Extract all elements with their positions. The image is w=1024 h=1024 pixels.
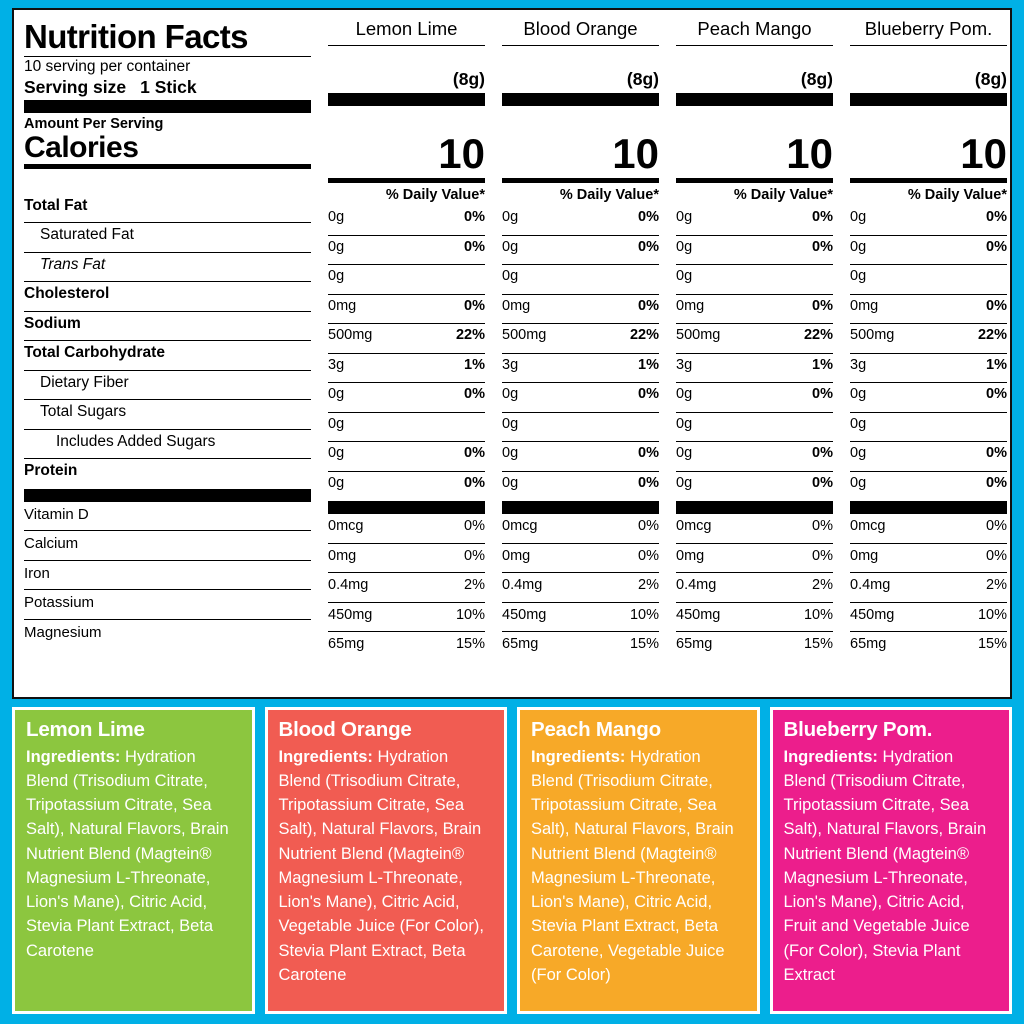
nutrient-amount: 0g (328, 238, 345, 255)
vitamin-daily-value: 0% (638, 547, 659, 564)
ingredient-cards (12, 707, 1012, 1014)
vitamin-label-row (24, 502, 311, 532)
nutrient-daily-value: 0% (464, 209, 485, 226)
flavor-calories-value: 10 (960, 130, 1007, 177)
nutrient-amount: 500mg (676, 327, 721, 344)
nutrient-daily-value: 0% (638, 445, 659, 462)
nutrient-name: Saturated Fat (40, 226, 134, 244)
serving-size (24, 77, 311, 100)
serving-size-label: Serving size (24, 77, 127, 98)
vitamin-daily-value: 15% (455, 636, 485, 653)
nutrient-amount: 0g (328, 445, 345, 462)
nutrient-daily-value: 1% (812, 356, 833, 373)
nutrient-daily-value: 0% (638, 238, 659, 255)
flavor-columns (317, 18, 1013, 691)
nutrient-daily-value: 0% (464, 445, 485, 462)
vitamin-label-row (24, 620, 311, 650)
vitamin-value-row (502, 573, 659, 603)
vitamin-daily-value: 0% (812, 518, 833, 535)
nutrient-label-row (24, 341, 311, 371)
nutrient-amount: 0g (328, 386, 345, 403)
vitamin-daily-value: 0% (986, 547, 1007, 564)
nutrient-name: Dietary Fiber (40, 373, 129, 391)
nutrient-amount: 0g (850, 238, 867, 255)
vitamin-daily-value: 15% (977, 636, 1007, 653)
vitamin-value-row (850, 573, 1007, 603)
vitamin-amount: 450mg (850, 606, 895, 623)
nutrient-amount: 0g (328, 474, 345, 491)
vitamin-amount: 0.4mg (850, 577, 891, 594)
vitamin-amount: 0.4mg (676, 577, 717, 594)
nutrient-amount: 500mg (502, 327, 547, 344)
daily-value-header: % Daily Value* (559, 187, 659, 204)
nutrient-amount: 0g (676, 445, 693, 462)
ingredient-card-text (531, 745, 746, 988)
nutrient-daily-value: 1% (986, 356, 1007, 373)
nutrient-amount: 0g (850, 474, 867, 491)
ingredients-list: Hydration Blend (Trisodium Citrate, Tripotassium Citrate, Sea Salt), Natural Flavors, Brain Nutrient Blend (Magtein® Magnesium L-Threonate, Lion's Mane), Citric Acid, Stevia Plant Extract, Beta Carotene, Vegetable Juice (For Color) (531, 747, 734, 984)
nutrient-daily-value: 0% (986, 445, 1007, 462)
vitamin-daily-value: 2% (986, 577, 1007, 594)
nutrient-value-row (676, 442, 833, 472)
vitamin-amount: 65mg (676, 636, 713, 653)
nutrient-daily-value: 0% (638, 386, 659, 403)
ingredients-lead-label: Ingredients: (531, 747, 626, 766)
nutrient-daily-value: 0% (638, 297, 659, 314)
flavor-column (665, 18, 839, 691)
vitamin-value-row (676, 544, 833, 574)
vitamin-daily-value: 0% (638, 518, 659, 535)
ingredient-card (517, 707, 760, 1014)
nutrient-amount: 0g (676, 209, 693, 226)
nutrient-daily-value: 0% (986, 297, 1007, 314)
flavor-serving-size: (8g) (626, 69, 659, 89)
flavor-column-header: Lemon Lime (355, 18, 458, 39)
ingredient-card (265, 707, 508, 1014)
nutrient-name: Trans Fat (40, 255, 106, 273)
nutrient-value-row (328, 383, 485, 413)
servings-per-container: 10 serving per container (24, 57, 191, 75)
flavor-column (317, 18, 491, 691)
nutrient-daily-value: 0% (464, 238, 485, 255)
vitamin-daily-value: 2% (464, 577, 485, 594)
nutrient-daily-value: 22% (629, 327, 659, 344)
nutrient-label-rows (24, 194, 311, 489)
ingredient-card (12, 707, 255, 1014)
nutrient-value-row (676, 413, 833, 443)
nutrient-daily-value: 0% (812, 445, 833, 462)
vitamin-name: Calcium (24, 535, 79, 553)
nutrient-amount: 3g (502, 356, 519, 373)
nutrient-value-row (502, 354, 659, 384)
vitamin-amount: 0mg (502, 547, 531, 564)
nutrient-value-row (850, 442, 1007, 472)
vitamin-daily-value: 2% (812, 577, 833, 594)
nutrient-amount: 0g (850, 209, 867, 226)
nutrient-value-row (502, 295, 659, 325)
nutrient-value-row (850, 265, 1007, 295)
nutrient-daily-value: 0% (464, 297, 485, 314)
nutrient-amount: 0g (502, 238, 519, 255)
vitamin-name: Iron (24, 564, 50, 582)
vitamin-label-rows (24, 502, 311, 650)
nutrient-value-row (502, 472, 659, 502)
amount-per-serving-label: Amount Per Serving (24, 116, 164, 133)
vitamin-label-row (24, 590, 311, 620)
nutrient-value-row (502, 236, 659, 266)
vitamin-daily-value: 0% (464, 518, 485, 535)
ingredient-card-title: Lemon Lime (26, 717, 145, 741)
nutrient-amount: 0g (676, 415, 693, 432)
nutrient-value-row (328, 413, 485, 443)
vitamin-value-row (676, 573, 833, 603)
vitamin-amount: 0mg (676, 547, 705, 564)
ingredient-card-text (784, 745, 999, 988)
nutrient-daily-value: 0% (812, 386, 833, 403)
daily-value-header: % Daily Value* (733, 187, 833, 204)
vitamin-daily-value: 2% (638, 577, 659, 594)
vitamin-value-row (502, 632, 659, 662)
vitamin-daily-value: 0% (986, 518, 1007, 535)
nutrient-amount: 0g (502, 268, 519, 285)
nutrient-amount: 0g (850, 415, 867, 432)
nutrition-facts-panel (12, 8, 1012, 699)
vitamin-amount: 0.4mg (502, 577, 543, 594)
nutrient-amount: 0mg (328, 297, 357, 314)
nutrient-amount: 0mg (850, 297, 879, 314)
vitamin-daily-value: 10% (803, 606, 833, 623)
page-title: Nutrition Facts (24, 18, 248, 55)
nutrient-name: Includes Added Sugars (56, 432, 216, 450)
flavor-calories-value: 10 (438, 130, 485, 177)
nutrient-amount: 3g (328, 356, 345, 373)
vitamin-amount: 0mcg (328, 518, 364, 535)
nutrient-daily-value: 0% (812, 297, 833, 314)
nutrient-value-row (502, 413, 659, 443)
vitamin-value-row (502, 514, 659, 544)
nutrient-daily-value: 1% (464, 356, 485, 373)
vitamin-daily-value: 0% (464, 547, 485, 564)
ingredients-lead-label: Ingredients: (783, 747, 878, 766)
nutrient-daily-value: 22% (977, 327, 1007, 344)
vitamin-amount: 0.4mg (328, 577, 369, 594)
nutrient-value-row (676, 472, 833, 502)
nutrient-daily-value: 0% (986, 386, 1007, 403)
nutrient-value-row (328, 472, 485, 502)
ingredients-list: Hydration Blend (Trisodium Citrate, Tripotassium Citrate, Sea Salt), Natural Flavors, Brain Nutrient Blend (Magtein® Magnesium L-Threonate, Lion's Mane), Citric Acid, Stevia Plant Extract, Beta Carotene (26, 747, 229, 960)
nutrient-value-row (502, 324, 659, 354)
vitamin-daily-value: 0% (812, 547, 833, 564)
nutrient-amount: 0g (502, 415, 519, 432)
nutrient-amount: 0mg (676, 297, 705, 314)
nutrient-amount: 0g (850, 268, 867, 285)
vitamin-amount: 0mcg (676, 518, 712, 535)
nutrient-value-row (850, 324, 1007, 354)
ingredients-lead-label: Ingredients: (26, 747, 121, 766)
flavor-column-header: Blood Orange (523, 18, 638, 39)
vitamin-amount: 65mg (502, 636, 539, 653)
nutrient-value-row (328, 265, 485, 295)
nutrient-amount: 500mg (850, 327, 895, 344)
vitamin-label-row (24, 531, 311, 561)
nutrient-value-row (328, 324, 485, 354)
nutrient-amount: 0g (328, 415, 345, 432)
nutrient-daily-value: 0% (986, 238, 1007, 255)
nutrient-amount: 0g (676, 386, 693, 403)
vitamin-name: Vitamin D (24, 505, 89, 523)
vitamin-value-row (850, 632, 1007, 662)
nutrient-daily-value: 22% (455, 327, 485, 344)
nutrient-amount: 0g (676, 474, 693, 491)
serving-size-value: 1 Stick (140, 77, 197, 98)
nutrient-label-row (24, 282, 311, 312)
vitamin-value-row (328, 603, 485, 633)
nutrient-amount: 0g (502, 445, 519, 462)
nutrient-value-row (502, 383, 659, 413)
daily-value-header: % Daily Value* (385, 187, 485, 204)
nutrient-value-row (676, 354, 833, 384)
vitamin-name: Potassium (24, 594, 95, 612)
nutrient-value-row (676, 383, 833, 413)
vitamin-amount: 65mg (850, 636, 887, 653)
nutrient-daily-value: 0% (812, 209, 833, 226)
vitamin-amount: 0mcg (850, 518, 886, 535)
nutrient-amount: 0g (676, 268, 693, 285)
vitamin-value-row (850, 514, 1007, 544)
nutrient-name: Sodium (24, 314, 81, 332)
nutrient-daily-value: 0% (986, 474, 1007, 491)
calories-label: Calories (24, 131, 139, 165)
nutrient-value-row (676, 206, 833, 236)
vitamin-daily-value: 15% (803, 636, 833, 653)
nutrient-label-row (24, 312, 311, 342)
nutrient-label-row (24, 223, 311, 253)
ingredients-list: Hydration Blend (Trisodium Citrate, Tripotassium Citrate, Sea Salt), Natural Flavors, Brain Nutrient Blend (Magtein® Magnesium L-Threonate, Lion's Mane), Citric Acid, Vegetable Juice (For Color), Stevia Plant Extract, Beta Carotene (278, 747, 484, 984)
nutrient-value-row (328, 295, 485, 325)
nutrient-value-row (850, 236, 1007, 266)
nutrient-daily-value: 0% (812, 238, 833, 255)
vitamin-value-row (676, 514, 833, 544)
vitamin-name: Magnesium (24, 623, 102, 641)
nutrient-amount: 3g (850, 356, 867, 373)
nutrient-value-row (850, 472, 1007, 502)
nutrient-daily-value: 0% (464, 474, 485, 491)
vitamin-amount: 0mg (328, 547, 357, 564)
vitamin-label-row (24, 561, 311, 591)
ingredient-card-text (279, 745, 494, 988)
nutrient-name: Protein (24, 462, 78, 480)
nutrient-amount: 0g (502, 474, 519, 491)
flavor-column-header: Blueberry Pom. (864, 18, 993, 39)
vitamin-value-row (328, 573, 485, 603)
nutrient-value-row (502, 206, 659, 236)
nutrient-value-row (850, 383, 1007, 413)
nutrient-name: Total Sugars (40, 403, 127, 421)
flavor-serving-size: (8g) (974, 69, 1007, 89)
nutrient-value-row (850, 413, 1007, 443)
nutrient-name: Total Carbohydrate (24, 344, 165, 362)
ingredient-card-title: Peach Mango (531, 717, 661, 741)
nutrient-daily-value: 0% (464, 386, 485, 403)
nutrient-label-row (24, 194, 311, 224)
vitamin-amount: 450mg (676, 606, 721, 623)
flavor-serving-size: (8g) (800, 69, 833, 89)
vitamin-value-row (676, 603, 833, 633)
nutrient-amount: 500mg (328, 327, 373, 344)
vitamin-daily-value: 15% (629, 636, 659, 653)
nutrient-value-row (676, 265, 833, 295)
nutrient-value-row (328, 236, 485, 266)
nutrient-label-row (24, 371, 311, 401)
nutrient-value-row (676, 236, 833, 266)
nutrient-amount: 0g (502, 386, 519, 403)
vitamin-daily-value: 10% (977, 606, 1007, 623)
nutrient-value-row (328, 206, 485, 236)
nutrient-amount: 0mg (502, 297, 531, 314)
vitamin-daily-value: 10% (455, 606, 485, 623)
vitamin-value-row (850, 603, 1007, 633)
daily-value-header: % Daily Value* (907, 187, 1007, 204)
ingredient-card-title: Blueberry Pom. (783, 717, 933, 741)
nutrient-daily-value: 0% (638, 209, 659, 226)
ingredient-card-title: Blood Orange (278, 717, 412, 741)
vitamin-value-row (850, 544, 1007, 574)
nutrient-amount: 0g (328, 209, 345, 226)
nutrient-value-row (328, 354, 485, 384)
vitamin-value-row (502, 603, 659, 633)
nutrient-label-row (24, 430, 311, 460)
nutrient-amount: 0g (502, 209, 519, 226)
flavor-serving-size: (8g) (452, 69, 485, 89)
vitamin-amount: 450mg (502, 606, 547, 623)
ingredients-list: Hydration Blend (Trisodium Citrate, Tripotassium Citrate, Sea Salt), Natural Flavors, Brain Nutrient Blend (Magtein® Magnesium L-Threonate, Lion's Mane), Citric Acid, Fruit and Vegetable Juice (For Color), Stevia Plant Extract (783, 747, 987, 984)
nutrient-amount: 0g (850, 445, 867, 462)
nutrient-value-row (850, 295, 1007, 325)
vitamin-value-row (328, 544, 485, 574)
nutrient-amount: 3g (676, 356, 693, 373)
nutrient-amount: 0g (850, 386, 867, 403)
flavor-column-header: Peach Mango (697, 18, 812, 39)
nutrient-value-row (850, 354, 1007, 384)
nutrient-amount: 0g (328, 268, 345, 285)
vitamin-value-row (328, 632, 485, 662)
nutrient-name: Cholesterol (24, 285, 110, 303)
nutrient-amount: 0g (676, 238, 693, 255)
nutrient-value-row (328, 442, 485, 472)
nutrient-daily-value: 0% (638, 474, 659, 491)
nutrient-daily-value: 1% (638, 356, 659, 373)
vitamin-amount: 65mg (328, 636, 365, 653)
daily-value-spacer (24, 169, 311, 194)
nutrient-value-row (850, 206, 1007, 236)
flavor-column (839, 18, 1013, 691)
flavor-column (491, 18, 665, 691)
nutrient-value-row (676, 324, 833, 354)
vitamin-amount: 450mg (328, 606, 373, 623)
vitamin-amount: 0mg (850, 547, 879, 564)
nutrient-daily-value: 0% (812, 474, 833, 491)
ingredient-card (770, 707, 1013, 1014)
nutrient-label-row (24, 253, 311, 283)
vitamin-amount: 0mcg (502, 518, 538, 535)
nutrient-daily-value: 0% (986, 209, 1007, 226)
vitamin-daily-value: 10% (629, 606, 659, 623)
ingredient-card-text (26, 745, 241, 963)
nutrient-value-row (676, 295, 833, 325)
nutrient-label-row (24, 459, 311, 489)
nutrient-value-row (502, 265, 659, 295)
vitamin-value-row (502, 544, 659, 574)
vitamin-value-row (328, 514, 485, 544)
nutrient-label-row (24, 400, 311, 430)
nutrient-name: Total Fat (24, 196, 88, 214)
flavor-calories-value: 10 (786, 130, 833, 177)
flavor-calories-value: 10 (612, 130, 659, 177)
nutrition-facts-label-column (24, 18, 317, 691)
nutrient-value-row (502, 442, 659, 472)
vitamin-value-row (676, 632, 833, 662)
ingredients-lead-label: Ingredients: (278, 747, 373, 766)
nutrient-daily-value: 22% (803, 327, 833, 344)
